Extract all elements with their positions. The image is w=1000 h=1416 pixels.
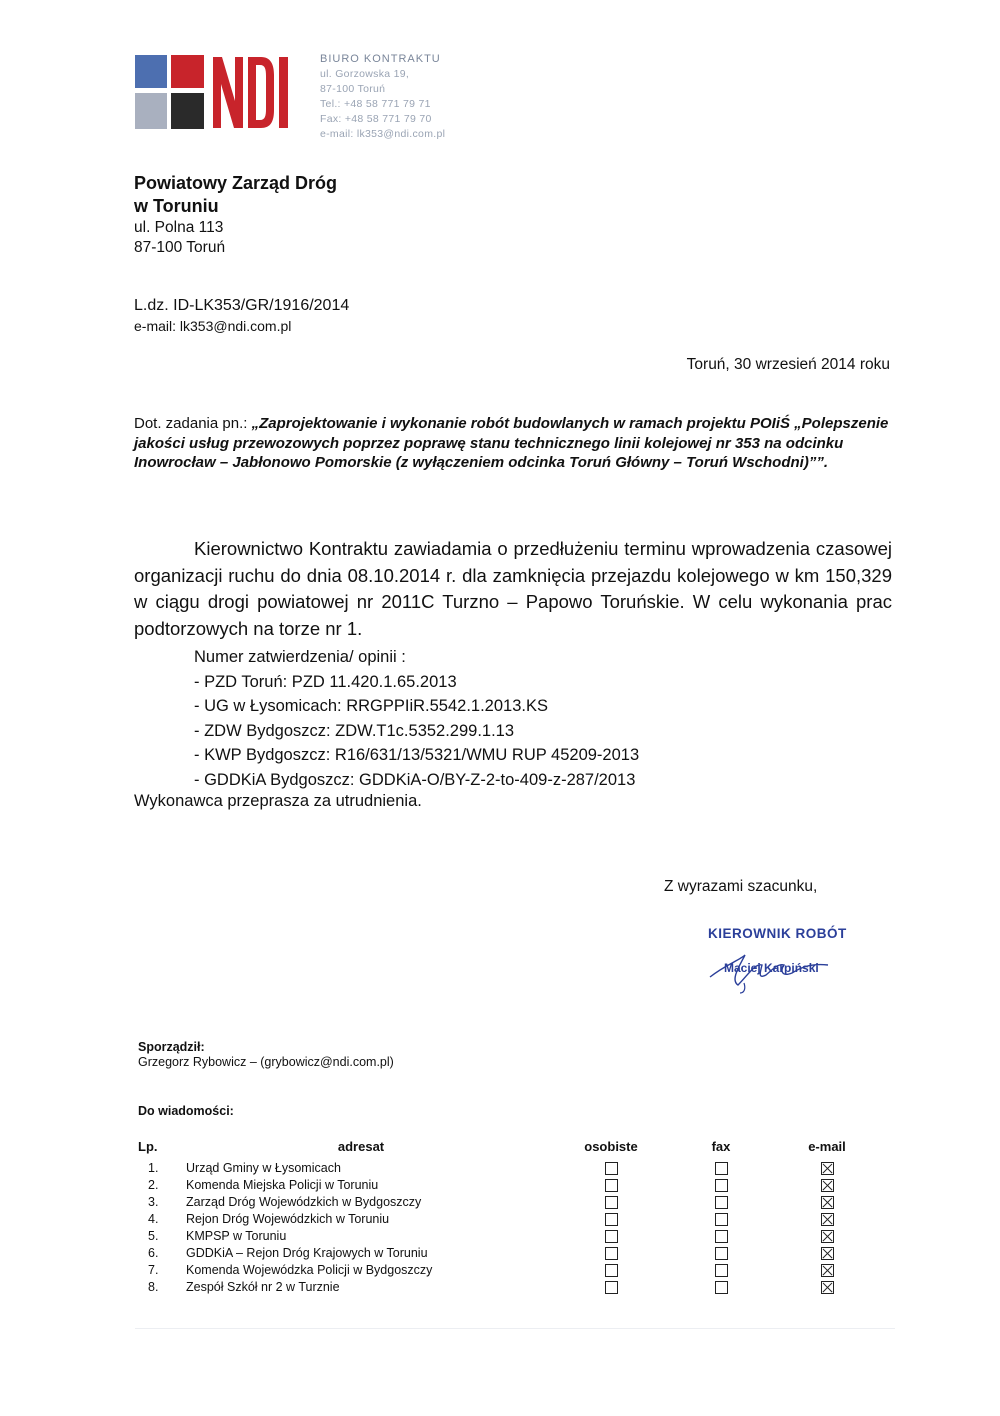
sender-line: e-mail: lk353@ndi.com.pl xyxy=(320,128,446,140)
fax-checkbox xyxy=(715,1247,728,1260)
row-email xyxy=(756,1262,898,1279)
reference-block xyxy=(134,296,349,336)
approval-item: - UG w Łysomicach: RRGPPIiR.5542.1.2013.KS xyxy=(194,697,548,715)
recipient-street: ul. Polna 113 xyxy=(134,219,224,236)
approval-list xyxy=(194,645,639,792)
sender-line: 87-100 Toruń xyxy=(320,83,386,95)
stamp-title: KIEROWNIK ROBÓT xyxy=(708,926,847,941)
row-personal xyxy=(536,1211,686,1228)
email-checkbox xyxy=(821,1281,834,1294)
row-address: GDDKiA – Rejon Dróg Krajowych w Toruniu xyxy=(186,1246,428,1260)
fax-checkbox xyxy=(715,1281,728,1294)
personal-checkbox xyxy=(605,1264,618,1277)
row-fax xyxy=(686,1177,756,1194)
fax-checkbox xyxy=(715,1230,728,1243)
row-lp: 8. xyxy=(148,1280,159,1294)
footer-divider xyxy=(135,1328,895,1329)
letter-date: Toruń, 30 wrzesień 2014 roku xyxy=(686,356,890,373)
row-fax xyxy=(686,1194,756,1211)
fax-checkbox xyxy=(715,1213,728,1226)
table-row xyxy=(138,1177,898,1194)
row-fax xyxy=(686,1228,756,1245)
row-fax xyxy=(686,1160,756,1177)
row-email xyxy=(756,1245,898,1262)
row-personal xyxy=(536,1245,686,1262)
table-row xyxy=(138,1279,898,1296)
sender-title: BIURO KONTRAKTU xyxy=(320,53,441,65)
row-address: Komenda Miejska Policji w Toruniu xyxy=(186,1178,379,1192)
col-fax: fax xyxy=(711,1138,731,1154)
approval-list-title: Numer zatwierdzenia/ opinii : xyxy=(194,648,406,666)
row-lp: 3. xyxy=(148,1195,159,1209)
reference-email: e-mail: lk353@ndi.com.pl xyxy=(134,318,292,334)
email-checkbox xyxy=(821,1196,834,1209)
row-lp: 7. xyxy=(148,1263,159,1277)
recipient-name: Powiatowy Zarząd Dróg xyxy=(134,173,338,193)
row-address: KMPSP w Toruniu xyxy=(186,1229,287,1243)
row-personal xyxy=(536,1228,686,1245)
col-address: adresat xyxy=(337,1138,385,1154)
prepared-label: Sporządził: xyxy=(138,1040,205,1054)
row-lp: 6. xyxy=(148,1246,159,1260)
personal-checkbox xyxy=(605,1196,618,1209)
row-address: Urząd Gminy w Łysomicach xyxy=(186,1161,341,1175)
row-personal xyxy=(536,1262,686,1279)
personal-checkbox xyxy=(605,1213,618,1226)
col-email: e-mail xyxy=(808,1138,846,1154)
stamp-name: Maciej Karpiński xyxy=(724,961,819,975)
approval-item: - KWP Bydgoszcz: R16/631/13/5321/WMU RUP 45209-2013 xyxy=(194,746,640,764)
reference-number: L.dz. ID-LK353/GR/1916/2014 xyxy=(134,297,350,314)
personal-checkbox xyxy=(605,1230,618,1243)
fax-checkbox xyxy=(715,1179,728,1192)
row-lp: 4. xyxy=(148,1212,159,1226)
personal-checkbox xyxy=(605,1162,618,1175)
logo-square-gray xyxy=(135,93,167,129)
row-lp: 2. xyxy=(148,1178,159,1192)
row-address: Rejon Dróg Wojewódzkich w Toruniu xyxy=(186,1212,390,1226)
prepared-name: Grzegorz Rybowicz – (grybowicz@ndi.com.pl) xyxy=(138,1055,394,1069)
row-lp: 5. xyxy=(148,1229,159,1243)
row-personal xyxy=(536,1194,686,1211)
email-checkbox xyxy=(821,1179,834,1192)
table-row xyxy=(138,1160,898,1177)
sender-line: Fax: +48 58 771 79 70 xyxy=(320,113,432,125)
company-logo xyxy=(135,55,295,130)
row-email xyxy=(756,1177,898,1194)
col-lp: Lp. xyxy=(138,1138,158,1154)
table-row xyxy=(138,1262,898,1279)
row-fax xyxy=(686,1262,756,1279)
subject-title: „Zaprojektowanie i wykonanie robót budowlanych w ramach projektu POIiŚ „Polepszenie jakości usług przewozowych poprzez poprawę stanu technicznego linii kolejowej nr 353 na odcinku Inowrocław – Jabłonowo Pomorskie (z wyłączeniem odcinka Toruń Główny – Toruń Wschodni)””. xyxy=(134,415,889,471)
email-checkbox xyxy=(821,1162,834,1175)
row-personal xyxy=(536,1177,686,1194)
row-address: Zespół Szkół nr 2 w Turznie xyxy=(186,1280,340,1294)
sender-line: ul. Gorzowska 19, xyxy=(320,68,410,80)
apology-line: Wykonawca przeprasza za utrudnienia. xyxy=(134,792,422,810)
table-row xyxy=(138,1194,898,1211)
prepared-by xyxy=(138,1040,394,1070)
approval-item: - GDDKiA Bydgoszcz: GDDKiA-O/BY-Z-2-to-409-z-287/2013 xyxy=(194,770,636,789)
table-row xyxy=(138,1245,898,1262)
email-checkbox xyxy=(821,1264,834,1277)
fax-checkbox xyxy=(715,1264,728,1277)
row-fax xyxy=(686,1245,756,1262)
regards: Z wyrazami szacunku, xyxy=(664,878,818,895)
fax-checkbox xyxy=(715,1162,728,1175)
sender-address xyxy=(320,52,445,142)
subject-prefix: Dot. zadania pn.: xyxy=(134,415,252,432)
personal-checkbox xyxy=(605,1247,618,1260)
row-personal xyxy=(536,1160,686,1177)
row-fax xyxy=(686,1211,756,1228)
logo-square-dark xyxy=(171,93,204,129)
row-email xyxy=(756,1228,898,1245)
email-checkbox xyxy=(821,1230,834,1243)
recipient-city: 87-100 Toruń xyxy=(134,239,226,256)
email-checkbox xyxy=(821,1213,834,1226)
table-row xyxy=(138,1211,898,1228)
fax-checkbox xyxy=(715,1196,728,1209)
col-personal: osobiste xyxy=(584,1138,638,1154)
recipient-block xyxy=(134,172,337,258)
subject xyxy=(134,414,896,473)
row-personal xyxy=(536,1279,686,1296)
recipient-name-line2: w Toruniu xyxy=(134,196,219,216)
row-email xyxy=(756,1160,898,1177)
table-row xyxy=(138,1228,898,1245)
row-address: Komenda Wojewódzka Policji w Bydgoszczy xyxy=(186,1263,433,1277)
row-fax xyxy=(686,1279,756,1296)
letter-body xyxy=(134,536,892,642)
row-email xyxy=(756,1194,898,1211)
row-email xyxy=(756,1279,898,1296)
row-lp: 1. xyxy=(148,1161,159,1175)
body-paragraph: Kierownictwo Kontraktu zawiadamia o przedłużeniu terminu wprowadzenia czasowej organizacji ruchu do dnia 08.10.2014 r. dla zamknięcia przejazdu kolejowego w km 150,329 w ciągu drogi powiatowej nr 2011C Turzno – Papowo Toruńskie. W celu wykonania prac podtorzowych na torze nr 1. xyxy=(134,538,892,639)
distribution-table xyxy=(138,1138,898,1296)
personal-checkbox xyxy=(605,1281,618,1294)
row-address: Zarząd Dróg Wojewódzkich w Bydgoszczy xyxy=(186,1195,422,1209)
personal-checkbox xyxy=(605,1179,618,1192)
logo-wordmark xyxy=(211,55,291,130)
email-checkbox xyxy=(821,1247,834,1260)
logo-square-blue xyxy=(135,55,167,88)
logo-square-red xyxy=(171,55,204,88)
table-header-row xyxy=(138,1138,898,1160)
row-email xyxy=(756,1211,898,1228)
sender-line: Tel.: +48 58 771 79 71 xyxy=(320,98,431,110)
approval-item: - ZDW Bydgoszcz: ZDW.T1c.5352.299.1.13 xyxy=(194,721,515,740)
distribution-label: Do wiadomości: xyxy=(138,1104,234,1118)
approval-item: - PZD Toruń: PZD 11.420.1.65.2013 xyxy=(194,672,457,691)
